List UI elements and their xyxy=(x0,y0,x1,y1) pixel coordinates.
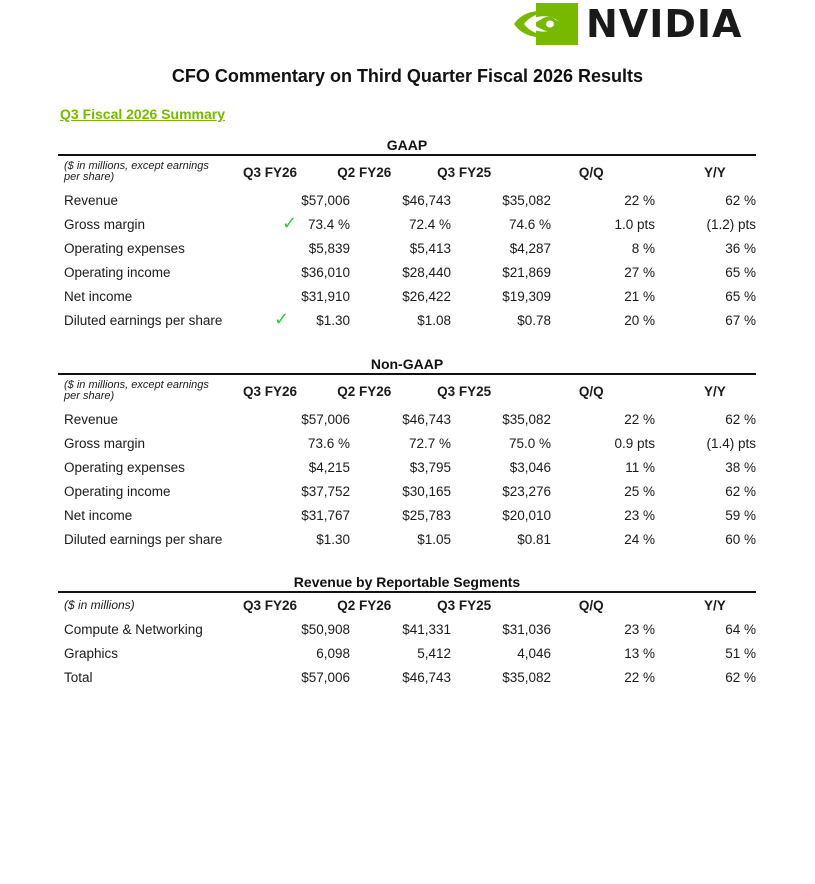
row-label: Compute & Networking xyxy=(64,621,203,637)
cell: 64 % xyxy=(725,621,756,637)
row-label: Graphics xyxy=(64,645,119,661)
page-title: CFO Commentary on Third Quarter Fiscal 2026 Results xyxy=(171,66,644,86)
table-row xyxy=(58,479,756,503)
col-header: Y/Y xyxy=(703,597,726,613)
cell: 60 % xyxy=(725,531,756,547)
row-label: Diluted earnings per share xyxy=(64,531,223,547)
row-label: Net income xyxy=(64,507,133,523)
col-header: Q3 FY25 xyxy=(437,597,492,613)
table-row xyxy=(58,455,756,479)
table-row xyxy=(58,188,756,212)
cell: $37,752 xyxy=(301,483,350,499)
table-row xyxy=(58,407,756,431)
cell: $35,082 xyxy=(502,192,551,208)
checkmark-icon: ✓ xyxy=(274,309,290,329)
table-row xyxy=(58,284,756,308)
cell: 27 % xyxy=(624,264,655,280)
col-header: Q3 FY26 xyxy=(243,383,298,399)
row-label: Gross margin xyxy=(64,216,146,232)
nongaap-heading: Non-GAAP xyxy=(370,356,444,372)
cell: 1.0 pts xyxy=(614,216,655,232)
cell: 5,412 xyxy=(417,645,451,661)
cell: 4,046 xyxy=(517,645,551,661)
cell: 65 % xyxy=(725,264,756,280)
table-row xyxy=(58,260,756,284)
row-label: Operating expenses xyxy=(64,459,185,475)
row-label: Total xyxy=(64,669,93,685)
table-row xyxy=(58,431,756,455)
col-header: Q2 FY26 xyxy=(337,383,392,399)
gaap-header-row xyxy=(58,156,756,188)
segments-heading: Revenue by Reportable Segments xyxy=(293,574,521,590)
cell: $46,743 xyxy=(402,192,451,208)
cell: 74.6 % xyxy=(508,216,551,232)
col-header: Q3 FY25 xyxy=(437,164,492,180)
checkmark-icon: ✓ xyxy=(282,213,298,233)
cell: 72.4 % xyxy=(408,216,451,232)
table-row xyxy=(58,617,756,641)
table-row xyxy=(58,503,756,527)
cell: $26,422 xyxy=(402,288,451,304)
cell: $57,006 xyxy=(301,669,350,685)
cell: 22 % xyxy=(624,192,655,208)
cell: $1.05 xyxy=(417,531,451,547)
table-row xyxy=(58,527,756,551)
col-header: Q3 FY26 xyxy=(243,597,298,613)
col-header: Y/Y xyxy=(703,383,726,399)
cell: 21 % xyxy=(624,288,655,304)
cell: 75.0 % xyxy=(508,435,551,451)
cell: 36 % xyxy=(725,240,756,256)
cell: $5,839 xyxy=(308,240,350,256)
gaap-table xyxy=(58,136,756,332)
gaap-heading: GAAP xyxy=(386,137,428,153)
cell: $31,767 xyxy=(301,507,350,523)
segments-table xyxy=(58,573,756,689)
cell: 13 % xyxy=(624,645,655,661)
cell: (1.2) pts xyxy=(706,216,756,232)
cell: $35,082 xyxy=(502,411,551,427)
nvidia-logo xyxy=(512,0,752,48)
col-header: Q2 FY26 xyxy=(337,164,392,180)
cell: 38 % xyxy=(725,459,756,475)
cell: 67 % xyxy=(725,312,756,328)
cell: 72.7 % xyxy=(408,435,451,451)
col-header: Q/Q xyxy=(578,164,604,180)
brand-wordmark: NVIDIA xyxy=(586,2,743,46)
cell: 62 % xyxy=(725,669,756,685)
cell: 62 % xyxy=(725,192,756,208)
col-header: Q/Q xyxy=(578,597,604,613)
cell: $1.30 xyxy=(316,312,350,328)
nongaap-header-row xyxy=(58,375,756,407)
col-header: Y/Y xyxy=(703,164,726,180)
cell: $46,743 xyxy=(402,669,451,685)
cell: 62 % xyxy=(725,483,756,499)
cell: 24 % xyxy=(624,531,655,547)
row-label: Revenue xyxy=(64,192,119,208)
cell: 22 % xyxy=(624,669,655,685)
col-header: Q/Q xyxy=(578,383,604,399)
cell: 73.4 % xyxy=(307,216,350,232)
cell: $41,331 xyxy=(402,621,451,637)
cell: $23,276 xyxy=(502,483,551,499)
cell: $0.78 xyxy=(517,312,551,328)
cell: 65 % xyxy=(725,288,756,304)
cell: $30,165 xyxy=(402,483,451,499)
nvidia-eye-icon xyxy=(512,1,578,47)
table-row xyxy=(58,665,756,689)
cell: $1.30 xyxy=(316,531,350,547)
table-row xyxy=(58,212,756,236)
cell: 0.9 pts xyxy=(614,435,655,451)
cell: $4,215 xyxy=(308,459,350,475)
table-row xyxy=(58,308,756,332)
gaap-units-note: ($ in millions, except earnings per share) xyxy=(64,160,209,183)
cell: 22 % xyxy=(624,411,655,427)
cell: $25,783 xyxy=(402,507,451,523)
cell: 23 % xyxy=(624,507,655,523)
row-label: Revenue xyxy=(64,411,119,427)
segments-header-row xyxy=(58,593,756,617)
cell: $20,010 xyxy=(502,507,551,523)
cell: 11 % xyxy=(625,459,655,475)
col-header: Q2 FY26 xyxy=(337,597,392,613)
summary-link[interactable]: Q3 Fiscal 2026 Summary xyxy=(60,106,225,122)
nongaap-units-note: ($ in millions, except earnings per share) xyxy=(64,379,209,402)
row-label: Gross margin xyxy=(64,435,146,451)
cell: $5,413 xyxy=(409,240,451,256)
cell: $4,287 xyxy=(509,240,551,256)
row-label: Net income xyxy=(64,288,133,304)
cell: $0.81 xyxy=(517,531,551,547)
nongaap-table xyxy=(58,355,756,551)
row-label: Operating income xyxy=(64,483,171,499)
cell: $46,743 xyxy=(402,411,451,427)
row-label: Diluted earnings per share xyxy=(64,312,223,328)
cell: $36,010 xyxy=(301,264,350,280)
cell: $28,440 xyxy=(402,264,451,280)
table-row xyxy=(58,641,756,665)
cell: $21,869 xyxy=(502,264,551,280)
cell: $3,046 xyxy=(509,459,551,475)
cell: $1.08 xyxy=(417,312,451,328)
cell: 51 % xyxy=(725,645,756,661)
cell: $35,082 xyxy=(502,669,551,685)
cell: 23 % xyxy=(624,621,655,637)
cell: 20 % xyxy=(624,312,655,328)
cell: $31,036 xyxy=(502,621,551,637)
cell: $57,006 xyxy=(301,411,350,427)
cell: $57,006 xyxy=(301,192,350,208)
col-header: Q3 FY25 xyxy=(437,383,492,399)
segments-units-note: ($ in millions) xyxy=(64,597,135,612)
col-header: Q3 FY26 xyxy=(243,164,298,180)
cell: 25 % xyxy=(624,483,655,499)
cell: 73.6 % xyxy=(307,435,350,451)
table-row xyxy=(58,236,756,260)
row-label: Operating expenses xyxy=(64,240,185,256)
row-label: Operating income xyxy=(64,264,171,280)
cell: $31,910 xyxy=(301,288,350,304)
cell: 62 % xyxy=(725,411,756,427)
cell: 6,098 xyxy=(316,645,350,661)
cell: 8 % xyxy=(631,240,655,256)
cell: $3,795 xyxy=(409,459,451,475)
cell: 59 % xyxy=(725,507,756,523)
cell: $19,309 xyxy=(502,288,551,304)
cell: (1.4) pts xyxy=(706,435,756,451)
cell: $50,908 xyxy=(301,621,350,637)
